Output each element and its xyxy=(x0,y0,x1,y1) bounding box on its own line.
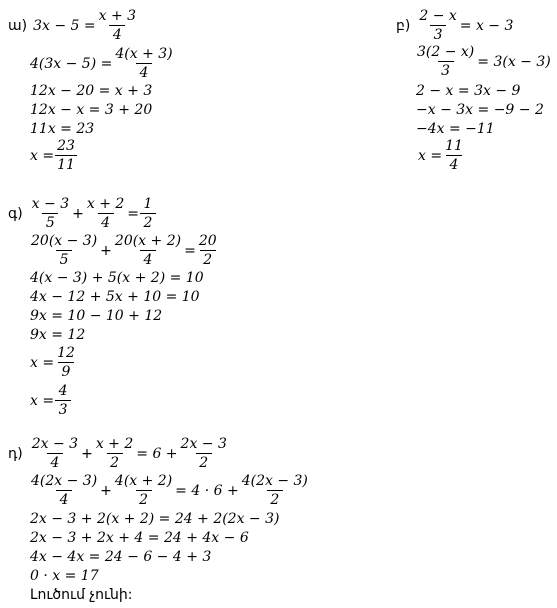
fraction xyxy=(240,473,310,508)
numerator: 23 xyxy=(57,138,75,154)
numerator: 20(x − 3) xyxy=(31,233,98,249)
eq-b-line5: −4x = −11 xyxy=(416,121,495,137)
eq-g-line7 xyxy=(30,345,78,380)
eq-a-line2-lhs: 4(3x − 5) = xyxy=(30,55,113,72)
fraction xyxy=(94,436,135,471)
eq-a-line6-lhs: x = xyxy=(30,147,55,164)
numerator: x + 2 xyxy=(86,196,125,212)
denominator: 3 xyxy=(55,400,71,418)
fraction xyxy=(55,345,77,380)
numerator: 4(x + 3) xyxy=(115,46,173,62)
denominator: 9 xyxy=(58,362,74,380)
plus-sign: + xyxy=(100,482,112,499)
fraction xyxy=(30,436,80,471)
eq-b-line1-rhs: = x − 3 xyxy=(459,17,514,34)
fraction xyxy=(140,196,156,231)
label-d: դ) xyxy=(8,445,23,462)
eq-a-line4: 12x − x = 3 + 20 xyxy=(30,102,153,118)
eq-g-line7-lhs: x = xyxy=(30,354,55,371)
eq-d-line5: 4x − 4x = 24 − 6 − 4 + 3 xyxy=(30,549,212,565)
eq-b-line6 xyxy=(418,138,466,173)
eq-a-line3: 12x − 20 = x + 3 xyxy=(30,83,153,99)
fraction xyxy=(29,233,99,268)
eq-a-line5: 11x = 23 xyxy=(30,121,95,137)
denominator: 2 xyxy=(136,490,152,508)
denominator: 3 xyxy=(430,25,446,43)
label-a: ա) xyxy=(8,17,28,34)
numerator: 20 xyxy=(198,233,217,249)
fraction xyxy=(30,196,71,231)
numerator: 4(2x − 3) xyxy=(241,473,308,489)
numerator: 1 xyxy=(143,196,153,212)
denominator: 11 xyxy=(57,157,75,173)
eq-d-line4: 2x − 3 + 2x + 4 = 24 + 4x − 6 xyxy=(30,530,249,546)
eq-g-line1 xyxy=(8,196,157,231)
fraction xyxy=(415,44,476,79)
denominator: 4 xyxy=(136,63,152,81)
numerator: x − 3 xyxy=(31,196,70,212)
denominator: 2 xyxy=(196,453,212,471)
eq-d-line6: 0 · x = 17 xyxy=(30,568,99,584)
fraction xyxy=(29,473,99,508)
numerator: 4(2x − 3) xyxy=(31,473,98,489)
numerator: 4(x + 2) xyxy=(114,473,173,489)
eq-a-line1 xyxy=(8,8,139,43)
equals-sign: = xyxy=(184,242,196,259)
label-b: բ) xyxy=(396,17,411,34)
denominator: 4 xyxy=(98,213,114,231)
numerator: 3(2 − x) xyxy=(417,44,475,60)
denominator: 4 xyxy=(446,155,462,173)
numerator: 12 xyxy=(57,345,75,361)
numerator: x + 2 xyxy=(95,436,134,452)
plus-sign: + xyxy=(81,445,93,462)
plus-sign: + xyxy=(100,242,112,259)
denominator: 5 xyxy=(56,250,72,268)
eq-g-line3: 4(x − 3) + 5(x + 2) = 10 xyxy=(30,270,204,286)
eq-b-line3: 2 − x = 3x − 9 xyxy=(416,83,521,99)
fraction xyxy=(443,138,465,173)
fraction xyxy=(113,473,174,508)
denominator: 4 xyxy=(140,250,156,268)
denominator: 2 xyxy=(140,213,156,231)
eq-d-line3: 2x − 3 + 2(x + 2) = 24 + 2(2x − 3) xyxy=(30,511,280,527)
fraction xyxy=(197,233,219,268)
eq-b-line6-lhs: x = xyxy=(418,147,443,164)
eq-b-line4: −x − 3x = −9 − 2 xyxy=(416,102,544,118)
eq-g-line5: 9x = 10 − 10 + 12 xyxy=(30,308,163,324)
denominator: 5 xyxy=(42,213,58,231)
numerator: 4 xyxy=(58,383,68,399)
eq-g-line8 xyxy=(30,383,72,418)
fraction xyxy=(55,383,71,418)
fraction xyxy=(179,436,229,471)
fraction xyxy=(97,8,138,43)
denominator: 2 xyxy=(267,490,283,508)
equals-six-plus: = 6 + xyxy=(136,445,178,462)
eq-g-line2 xyxy=(28,233,220,268)
eq-d-line2 xyxy=(28,473,311,508)
equals-sign: = xyxy=(127,205,140,222)
denominator: 4 xyxy=(47,453,63,471)
label-g: գ) xyxy=(8,205,23,222)
numerator: x + 3 xyxy=(98,8,137,24)
eq-g-line8-lhs: x = xyxy=(30,392,55,409)
fraction xyxy=(85,196,126,231)
eq-d-line1 xyxy=(8,436,230,471)
eq-a-line2 xyxy=(30,46,176,81)
equals-four-times-six-plus: = 4 · 6 + xyxy=(175,482,239,499)
eq-b-line2 xyxy=(414,44,551,79)
denominator: 2 xyxy=(107,453,123,471)
fraction xyxy=(417,8,458,43)
denominator: 4 xyxy=(56,490,72,508)
denominator: 4 xyxy=(109,25,125,43)
numerator: 2x − 3 xyxy=(31,436,79,452)
fraction xyxy=(113,46,174,81)
numerator: 2x − 3 xyxy=(180,436,227,452)
denominator: 3 xyxy=(438,61,454,79)
numerator: 20(x + 2) xyxy=(114,233,182,249)
fraction xyxy=(113,233,183,268)
eq-g-line6: 9x = 12 xyxy=(30,327,86,343)
numerator: 11 xyxy=(445,138,463,154)
eq-a-line1-lhs: 3x − 5 = xyxy=(33,17,96,34)
eq-b-line2-rhs: = 3(x − 3) xyxy=(477,53,551,70)
numerator: 2 − x xyxy=(419,8,457,24)
plus-sign: + xyxy=(72,205,84,222)
denominator: 2 xyxy=(200,250,216,268)
eq-a-line6 xyxy=(30,138,78,173)
no-solution-text: Լուծում չունի: xyxy=(30,587,133,603)
eq-b-line1 xyxy=(396,8,513,43)
eq-g-line4: 4x − 12 + 5x + 10 = 10 xyxy=(30,289,200,305)
fraction xyxy=(55,138,77,173)
